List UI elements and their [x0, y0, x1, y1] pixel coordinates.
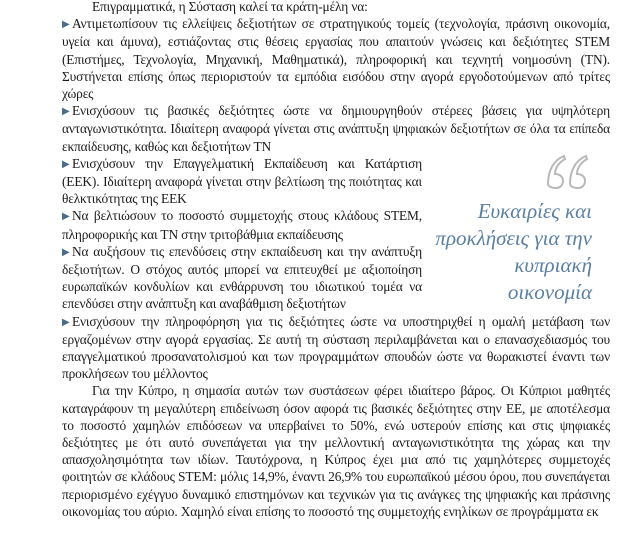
bullet-item-4 — [62, 207, 422, 242]
bullet-text: Ενισχύσουν τις βασικές δεξιότητες ώστε να δημιουργηθούν στέρεες βάσεις για υψηλότερη ανταγωνιστικότητα. Ιδιαίτερη αναφορά γίνεται στις ανάπτυξη ψηφιακών δεξιοτήτων σε όλα τα επίπεδα εκπαίδευσης, καθώς και δεξιοτήτων ΤΝ — [62, 103, 610, 154]
bullet-text: Ενισχύσουν την Επαγγελματική Εκπαίδευση και Κατάρτιση (ΕΕΚ). Ιδιαίτερη αναφορά γίνεται στην βελτίωση της ποιότητας και θελκτικότητας της ΕΕΚ — [62, 155, 422, 207]
bullet-item-1 — [62, 15, 610, 102]
quote-marks-icon — [544, 150, 592, 190]
bullet-text: Ενισχύσουν την πληροφόρηση για τις δεξιότητες ώστε να υποστηριχθεί η ομαλή μετάβαση των εργαζομένων στην αγορά εργασίας. Σε αυτή τη σύσταση περιλαμβάνεται και ο επανασχεδιασμός του επαγγελματικού προσανατολισμού και των προγραμμάτων σπουδών ώστε να θωρακιστεί έναντι των προκλήσεων του μέλλοντος — [62, 313, 610, 382]
bullet-item-2 — [62, 102, 610, 155]
intro-paragraph: Επιγραμματικά, η Σύσταση καλεί τα κράτη-μέλη να: — [92, 0, 368, 14]
bullet-text: Να βελτιώσουν το ποσοστό συμμετοχής στους κλάδους STEM, πληροφορικής και ΤΝ στην τριτοβάθμια εκπαίδευσης — [62, 208, 422, 242]
bullet-item-5 — [62, 243, 422, 313]
pull-quote-text: Ευκαιρίες και προκλήσεις για την κυπριακή οικονομία — [435, 199, 592, 304]
bullet-item-6 — [62, 313, 610, 383]
bullet-triangle-icon: ▶ — [62, 246, 70, 258]
bullet-item-3 — [62, 155, 422, 208]
bullet-triangle-icon: ▶ — [62, 106, 70, 118]
bullet-triangle-icon: ▶ — [62, 316, 70, 328]
pull-quote — [432, 150, 592, 320]
bullet-text: Αντιμετωπίσουν τις ελλείψεις δεξιοτήτων σε στρατηγικούς τομείς (τεχνολογία, πράσινη οικονομία, υγεία και άμυνα), εστιάζοντας στις θέσεις εργασίας που απαιτούν γνώσεις και δεξιότητες STEM (Επιστήμες, Τεχνολογία, Μηχανική, Μαθηματικά), πληροφορική και τεχνητή νοημοσύνη (ΤΝ). Συστήνεται επίσης όπως περιοριστούν τα εμπόδια εισόδου στην αγορά εργοδοτούμενων από τρίτες χώρες — [62, 16, 610, 102]
body-paragraph: Για την Κύπρο, η σημασία αυτών των συστάσεων φέρει ιδιαίτερο βάρος. Οι Κύπριοι μαθητές καταγράφουν τη μεγαλύτερη επιδείνωση όσον αφορά τις βασικές δεξιότητες στην ΕΕ, με αποτέλεσμα το ποσοστό χαμηλών επιδόσεων να υπερβαίνει το 50%, ενώ υστερούν επίσης και στις ψηφιακές δεξιότητες με ότι αυτό συνεπάγεται για την μελλοντική ανταγωνιστικότητα της χώρας και την απασχολησιμότητα των ιδίων. Ταυτόχρονα, η Κύπρος έχει μια από τις χαμηλότερες συμμετοχές φοιτητών σε κλάδους STEM: μόλις 14,9%, έναντι 26,9% του ευρωπαϊκού μέσου όρου, που συνεπάγεται περιορισμένο εχέγγυο δυναμικό επιστημόνων και τεχνικών για τις ανάγκες της ψηφιακής και πράσινης οικονομίας του αύριο. Χαμηλό είναι επίσης το ποσοστό της συμμετοχής ενηλίκων σε προγράμματα εκ — [62, 383, 610, 519]
bullet-triangle-icon: ▶ — [62, 211, 70, 223]
bullet-triangle-icon: ▶ — [62, 19, 70, 31]
bullet-triangle-icon: ▶ — [62, 158, 70, 170]
bullet-text: Να αυξήσουν τις επενδύσεις στην εκπαίδευση και την ανάπτυξη δεξιοτήτων. Ο στόχος αυτός μπορεί να επιτευχθεί με αξιοποίηση ευρωπαϊκών κονδυλίων και ενθάρρυνση του ιδιωτικού τομέα να επενδύσει στην ανάπτυξη και αναβάθμιση δεξιοτήτων — [62, 243, 422, 312]
